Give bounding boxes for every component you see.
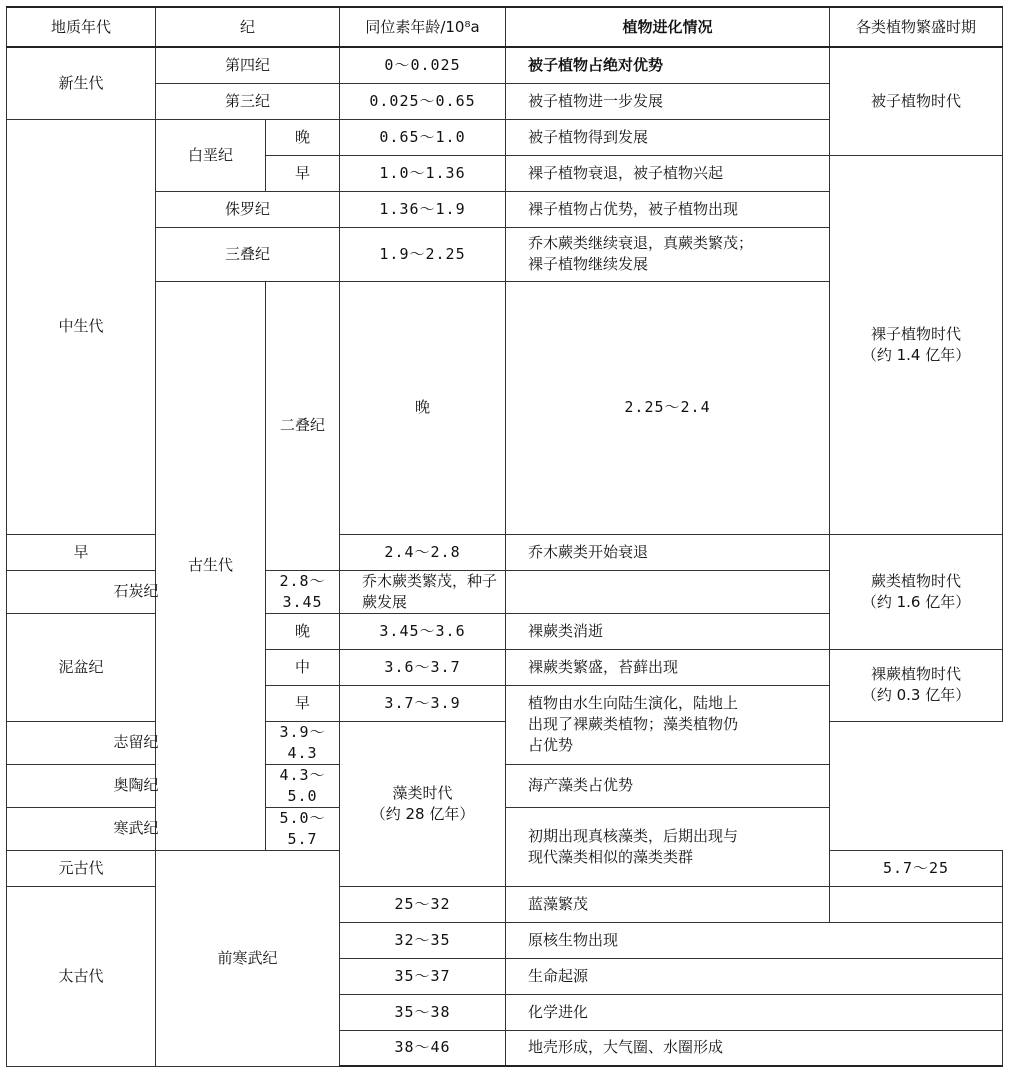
- age-cell: 4.3～5.0: [266, 764, 340, 807]
- subdivision-late: 晚: [266, 119, 340, 155]
- period-carboniferous: 石炭纪: [7, 570, 266, 613]
- header-flourish: 各类植物繁盛时期: [830, 7, 1003, 47]
- era-archean: 太古代: [7, 886, 156, 1066]
- age-cell: 1.9～2.25: [340, 227, 506, 281]
- age-cell: 1.0～1.36: [340, 155, 506, 191]
- age-cell: 2.8～3.45: [266, 570, 340, 613]
- subdivision-middle: 中: [266, 649, 340, 685]
- evolution-cell: 地壳形成，大气圈、水圈形成: [506, 1030, 1003, 1066]
- flourish-algae-title: 藻类时代: [392, 783, 453, 802]
- flourish-angiosperm: 被子植物时代: [830, 47, 1003, 155]
- subdivision-late: 晚: [340, 281, 506, 534]
- age-cell: 3.6～3.7: [340, 649, 506, 685]
- flourish-fern-title: 蕨类植物时代: [871, 571, 962, 590]
- period-cambrian: 寒武纪: [7, 807, 266, 850]
- era-cenozoic: 新生代: [7, 47, 156, 119]
- period-precambrian: 前寒武纪: [156, 850, 340, 1066]
- age-cell: 25～32: [340, 886, 506, 922]
- era-mesozoic: 中生代: [7, 119, 156, 534]
- period-cretaceous: 白垩纪: [156, 119, 266, 191]
- age-cell: 32～35: [340, 922, 506, 958]
- evolution-cell: 裸子植物占优势，被子植物出现: [506, 191, 830, 227]
- header-period: 纪: [156, 7, 340, 47]
- period-tertiary: 第三纪: [156, 83, 340, 119]
- evolution-line: 占优势: [528, 736, 574, 754]
- age-cell: 2.4～2.8: [340, 534, 506, 570]
- evolution-line: 初期出现真核藻类，后期出现与: [528, 826, 739, 845]
- evolution-cell: 生命起源: [506, 958, 1003, 994]
- evolution-line: 裸子植物继续发展: [528, 255, 649, 273]
- evolution-cell: 被子植物进一步发展: [506, 83, 830, 119]
- period-quaternary: 第四纪: [156, 47, 340, 83]
- age-cell: 1.36～1.9: [340, 191, 506, 227]
- era-proterozoic: 元古代: [7, 850, 156, 886]
- age-cell: 0.025～0.65: [340, 83, 506, 119]
- evolution-cell: 裸蕨类消逝: [506, 613, 830, 649]
- period-permian: 二叠纪: [266, 281, 340, 570]
- age-cell: 5.0～5.7: [266, 807, 340, 850]
- evolution-cell: [506, 227, 830, 281]
- evolution-cell: 乔木蕨类繁茂，种子蕨发展: [340, 570, 506, 613]
- flourish-gymnosperm-title: 裸子植物时代: [871, 324, 962, 343]
- evolution-cell: 裸蕨类繁盛，苔藓出现: [506, 649, 830, 685]
- evolution-cell: 化学进化: [506, 994, 1003, 1030]
- subdivision-late: 晚: [266, 613, 340, 649]
- flourish-gymnosperm-duration: （约 1.4 亿年）: [861, 345, 971, 364]
- period-ordovician: 奥陶纪: [7, 764, 266, 807]
- era-paleozoic: 古生代: [156, 281, 266, 850]
- evolution-cell: 裸子植物衰退，被子植物兴起: [506, 155, 830, 191]
- flourish-fern: [830, 534, 1003, 649]
- flourish-psilophyte: [830, 649, 1003, 721]
- age-cell: 3.7～3.9: [340, 685, 506, 721]
- subdivision-early: 早: [266, 155, 340, 191]
- flourish-fern-duration: （约 1.6 亿年）: [861, 592, 971, 611]
- evolution-cell: 被子植物得到发展: [506, 119, 830, 155]
- flourish-psilophyte-duration: （约 0.3 亿年）: [861, 686, 971, 704]
- evolution-cell: [506, 807, 830, 886]
- evolution-cell: 海产藻类占优势: [506, 764, 830, 807]
- evolution-cell: 乔木蕨类开始衰退: [506, 534, 830, 570]
- header-evolution: 植物进化情况: [506, 7, 830, 47]
- period-silurian: 志留纪: [7, 721, 266, 764]
- period-devonian: 泥盆纪: [7, 613, 156, 721]
- flourish-gymnosperm: [830, 155, 1003, 534]
- age-cell: 5.7～25: [830, 850, 1003, 886]
- age-cell: 38～46: [340, 1030, 506, 1066]
- flourish-empty: [830, 886, 1003, 922]
- age-cell: 35～37: [340, 958, 506, 994]
- evolution-cell: 原核生物出现: [506, 922, 1003, 958]
- header-age: 同位素年龄/10⁸a: [340, 7, 506, 47]
- evolution-line: 乔木蕨类继续衰退，真蕨类繁茂；: [528, 234, 754, 252]
- evolution-cell: [506, 685, 830, 764]
- table-row: [7, 721, 1003, 764]
- age-cell: 35～38: [340, 994, 506, 1030]
- evolution-line: 现代藻类相似的藻类类群: [528, 847, 694, 866]
- age-cell: 0.65～1.0: [340, 119, 506, 155]
- evolution-line: 植物由水生向陆生演化，陆地上: [528, 694, 739, 712]
- evolution-cell: 被子植物占绝对优势: [506, 47, 830, 83]
- age-cell: 2.25～2.4: [506, 281, 830, 534]
- evolution-cell: 蓝藻繁茂: [506, 886, 830, 922]
- period-triassic: 三叠纪: [156, 227, 340, 281]
- flourish-algae: [340, 721, 506, 886]
- evolution-line: 出现了裸蕨类植物；藻类植物仍: [528, 715, 739, 733]
- subdivision-early: 早: [7, 534, 156, 570]
- flourish-algae-duration: （约 28 亿年）: [370, 804, 475, 823]
- age-cell: 3.45～3.6: [340, 613, 506, 649]
- age-cell: 3.9～4.3: [266, 721, 340, 764]
- table-row: [7, 47, 1003, 83]
- header-era: 地质年代: [7, 7, 156, 47]
- period-jurassic: 侏罗纪: [156, 191, 340, 227]
- subdivision-early: 早: [266, 685, 340, 721]
- flourish-psilophyte-title: 裸蕨植物时代: [871, 665, 962, 683]
- geologic-plant-evolution-table: [6, 6, 1003, 1067]
- age-cell: 0～0.025: [340, 47, 506, 83]
- header-row: [7, 7, 1003, 47]
